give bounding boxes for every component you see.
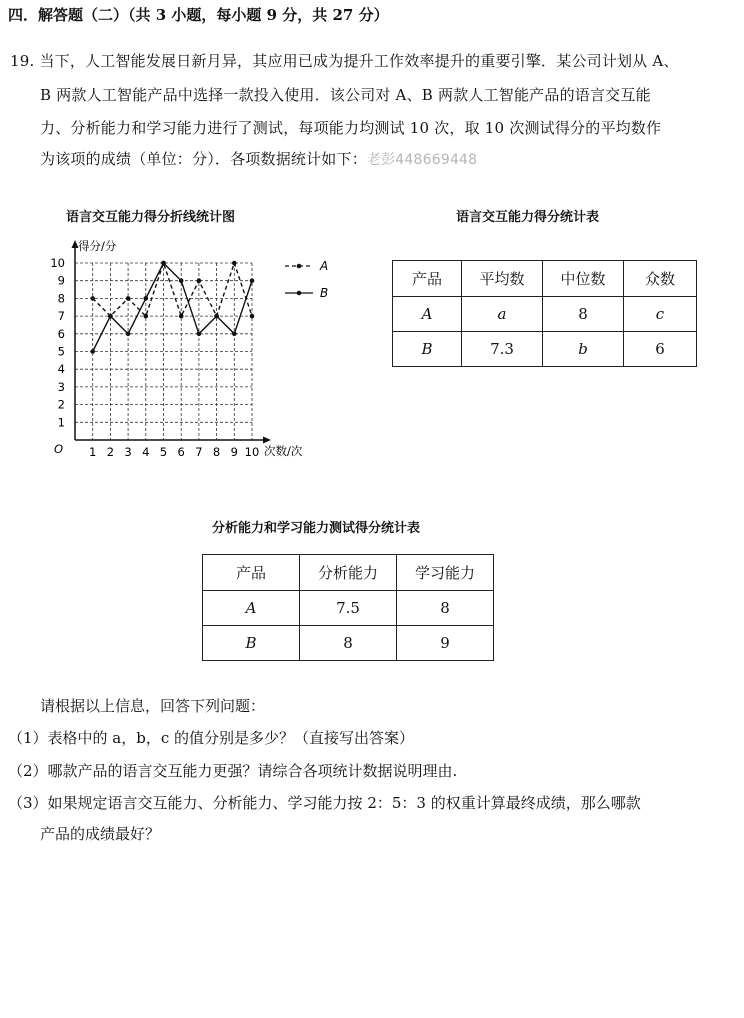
table-cell: 7.3 bbox=[462, 332, 543, 367]
x-tick-label: 1 bbox=[89, 445, 97, 459]
x-tick-label: 4 bbox=[142, 445, 150, 459]
table-cell: b bbox=[543, 332, 624, 367]
table2-header-cell: 学习能力 bbox=[397, 555, 494, 591]
y-axis-label: 得分/分 bbox=[78, 239, 117, 253]
y-tick-label: 10 bbox=[50, 256, 65, 270]
data-point-a bbox=[232, 261, 237, 266]
table-cell: 7.5 bbox=[300, 591, 397, 626]
data-point-b bbox=[126, 332, 131, 337]
legend-marker-a bbox=[297, 264, 302, 269]
table-cell: A bbox=[203, 591, 300, 626]
data-point-a bbox=[144, 314, 149, 319]
x-tick-label: 2 bbox=[106, 445, 115, 459]
y-tick-label: 2 bbox=[57, 397, 65, 412]
x-tick-label: 5 bbox=[159, 445, 168, 459]
x-tick-label: 7 bbox=[195, 445, 203, 459]
y-tick-label: 1 bbox=[57, 415, 65, 430]
question-line-4 bbox=[40, 148, 477, 169]
chart-ticks bbox=[50, 256, 259, 459]
x-axis-label: 次数/次 bbox=[264, 444, 303, 458]
x-tick-label: 8 bbox=[212, 445, 221, 459]
chart-axes bbox=[54, 239, 303, 458]
sub-question-1: （1）表格中的 a，b，c 的值分别是多少？（直接写出答案） bbox=[8, 729, 415, 747]
y-tick-label: 7 bbox=[57, 309, 65, 324]
table-row bbox=[393, 297, 697, 332]
sub-question-3: （3）如果规定语言交互能力、分析能力、学习能力按 2：5：3 的权重计算最终成绩，那么哪款 bbox=[8, 794, 641, 812]
data-point-b bbox=[232, 332, 237, 337]
legend-label: A bbox=[320, 259, 329, 273]
y-tick-label: 3 bbox=[57, 379, 65, 394]
data-point-b bbox=[90, 349, 95, 354]
table-cell: 6 bbox=[624, 332, 697, 367]
chart-legend bbox=[285, 259, 328, 300]
language-score-table bbox=[392, 260, 697, 367]
data-point-b bbox=[214, 314, 219, 319]
line-chart bbox=[40, 230, 340, 470]
data-point-a bbox=[179, 314, 184, 319]
data-point-b bbox=[144, 296, 149, 301]
data-point-a bbox=[250, 314, 255, 319]
question-text-2: B 两款人工智能产品中选择一款投入使用．该公司对 A、B 两款人工智能产品的语言交互能 bbox=[40, 86, 651, 104]
y-tick-label: 9 bbox=[57, 273, 65, 288]
table-cell: 8 bbox=[397, 591, 494, 626]
table-row bbox=[393, 332, 697, 367]
table1-header-cell: 中位数 bbox=[543, 261, 624, 297]
x-tick-label: 9 bbox=[230, 445, 238, 459]
legend-label: B bbox=[320, 286, 329, 300]
data-point-b bbox=[161, 261, 166, 266]
table-cell: c bbox=[624, 297, 697, 332]
table-cell: 8 bbox=[543, 297, 624, 332]
table-cell: A bbox=[393, 297, 462, 332]
question-text-4: 为该项的成绩（单位：分）．各项数据统计如下： bbox=[40, 150, 367, 168]
watermark: 老彭448669448 bbox=[366, 152, 478, 168]
table2-header-cell: 产品 bbox=[203, 555, 300, 591]
y-tick-label: 6 bbox=[57, 326, 65, 341]
y-tick-label: 5 bbox=[57, 344, 65, 359]
data-point-b bbox=[197, 332, 202, 337]
analysis-learning-table bbox=[202, 554, 494, 661]
section-title: 四．解答题（二）（共 3 小题，每小题 9 分，共 27 分） bbox=[8, 6, 389, 24]
data-point-b bbox=[250, 278, 255, 283]
table-cell: 8 bbox=[300, 626, 397, 661]
data-point-a bbox=[90, 296, 95, 301]
question-text-3: 力、分析能力和学习能力进行了测试，每项能力均测试 10 次，取 10 次测试得分的平均数作 bbox=[40, 119, 662, 137]
x-tick-label: 6 bbox=[177, 445, 185, 459]
table2-header-cell: 分析能力 bbox=[300, 555, 397, 591]
sub-question-3-continued: 产品的成绩最好？ bbox=[40, 825, 161, 843]
chart-series bbox=[90, 261, 254, 354]
table1-header-cell: 众数 bbox=[624, 261, 697, 297]
data-point-b bbox=[108, 314, 113, 319]
table-cell: B bbox=[203, 626, 300, 661]
origin-label: O bbox=[54, 442, 64, 456]
sub-question-2: （2）哪款产品的语言交互能力更强？请综合各项统计数据说明理由. bbox=[8, 762, 458, 780]
question-line-1 bbox=[10, 50, 679, 71]
data-point-a bbox=[126, 296, 131, 301]
series-line-b bbox=[93, 263, 252, 352]
table1-header-row bbox=[393, 261, 697, 297]
question-text-1: 当下，人工智能发展日新月异，其应用已成为提升工作效率提升的重要引擎．某公司计划从 A、 bbox=[39, 52, 679, 70]
table-cell: B bbox=[393, 332, 462, 367]
table-cell: a bbox=[462, 297, 543, 332]
x-tick-label: 3 bbox=[124, 445, 132, 459]
table-row bbox=[203, 626, 494, 661]
y-tick-label: 8 bbox=[57, 291, 65, 306]
table-cell: 9 bbox=[397, 626, 494, 661]
chart-title: 语言交互能力得分折线统计图 bbox=[66, 210, 236, 225]
table-row bbox=[203, 591, 494, 626]
question-number: 19. bbox=[10, 52, 35, 70]
prompt-text: 请根据以上信息，回答下列问题： bbox=[40, 697, 266, 715]
x-tick-label: 10 bbox=[244, 445, 260, 459]
data-point-a bbox=[197, 278, 202, 283]
y-tick-label: 4 bbox=[57, 362, 65, 377]
table2-header-row bbox=[203, 555, 494, 591]
legend-marker-b bbox=[297, 291, 302, 296]
x-axis-arrow-icon bbox=[263, 437, 271, 444]
data-point-b bbox=[179, 278, 184, 283]
table1-title: 语言交互能力得分统计表 bbox=[456, 210, 600, 225]
table1-header-cell: 平均数 bbox=[462, 261, 543, 297]
table1-header-cell: 产品 bbox=[393, 261, 462, 297]
table2-title: 分析能力和学习能力测试得分统计表 bbox=[212, 521, 421, 536]
